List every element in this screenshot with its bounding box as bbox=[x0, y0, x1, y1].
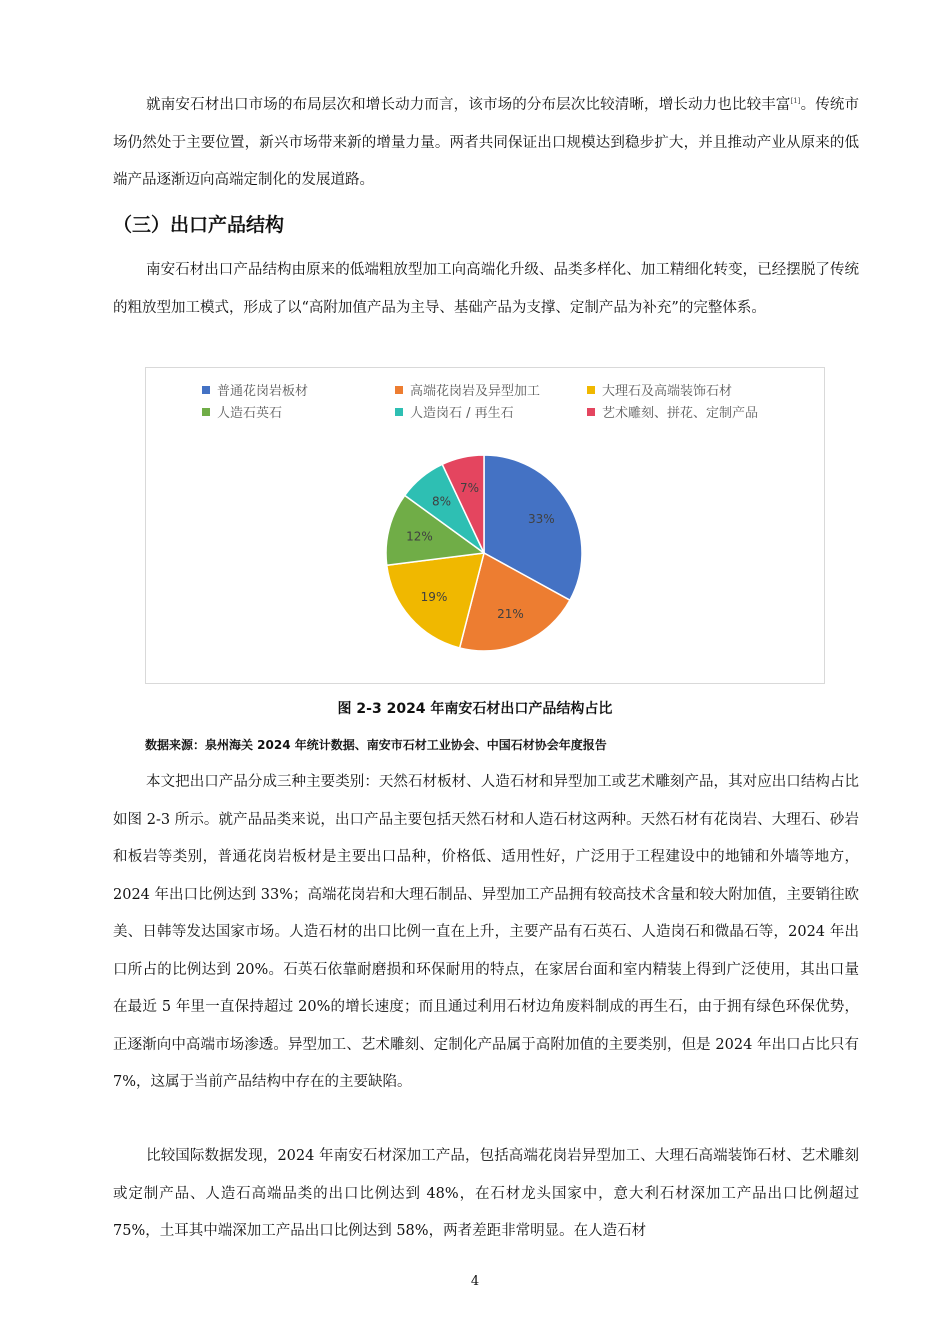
legend-label: 人造石英石 bbox=[217, 406, 283, 421]
slice-label-6: 7% bbox=[459, 480, 479, 495]
paragraph-international-comparison: 比较国际数据发现，2024 年南安石材深加工产品，包括高端花岗岩异型加工、大理石高端装饰石材、艺术雕刻或定制产品、人造石高端品类的出口比例达到 48%，在石材龙头国家中，意大利石材深加工产品出口比例超过 75%，土耳其中端深加工产品出口比例达到 58%，两者差距非常明显。在人造石材 bbox=[113, 1148, 859, 1239]
pie-chart bbox=[146, 368, 824, 683]
paragraph-product-structure: 南安石材出口产品结构由原来的低端粗放型加工向高端化升级、品类多样化、加工精细化转变，已经摆脱了传统的粗放型加工模式，形成了以“高附加值产品为主导、基础产品为支撑、定制产品为补充”的完整体系。 bbox=[113, 262, 859, 316]
section-heading: （三）出口产品结构 bbox=[113, 214, 285, 236]
slice-label-1: 33% bbox=[528, 512, 555, 527]
slice-label-3: 19% bbox=[420, 590, 448, 605]
legend-label: 大理石及高端装饰石材 bbox=[602, 384, 733, 399]
page-number: 4 bbox=[470, 1274, 480, 1289]
figure-source: 数据来源：泉州海关 2024 年统计数据、南安市石材工业协会、中国石材协会年度报告 bbox=[145, 738, 607, 752]
slice-label-4: 12% bbox=[406, 529, 433, 544]
pie-chart-container bbox=[145, 367, 825, 684]
legend-label: 人造岗石 / 再生石 bbox=[410, 406, 514, 421]
reference-marker[interactable]: [1] bbox=[790, 97, 801, 106]
legend-label: 普通花岗岩板材 bbox=[217, 384, 309, 399]
slice-label-5: 8% bbox=[431, 494, 452, 509]
legend-label: 艺术雕刻、拼花、定制产品 bbox=[602, 406, 759, 421]
figure-caption: 图 2-3 2024 年南安石材出口产品结构占比 bbox=[337, 701, 613, 717]
paragraph-categories: 本文把出口产品分成三种主要类别：天然石材板材、人造石材和异型加工或艺术雕刻产品，其对应出口结构占比如图 2-3 所示。就产品品类来说，出口产品主要包括天然石材和人造石材这两种。天然石材有花岗岩、大理石、砂岩和板岩等类别，普通花岗岩板材是主要出口品种，价格低、适用性好，广泛用于工程建设中的地铺和外墙等地方，2024 年出口比例达到 33%；高端花岗岩和大理石制品、异型加工产品拥有较高技术含量和较大附加值，主要销往欧美、日韩等发达国家市场。人造石材的出口比例一直在上升，主要产品有石英石、人造岗石和微晶石等，2024 年出口所占的比例达到 20%。石英石依靠耐磨损和环保耐用的特点，在家居台面和室内精装上得到广泛使用，其出口量在最近 5 年里一直保持超过 20%的增长速度；而且通过利用石材边角废料制成的再生石，由于拥有绿色环保优势，正逐渐向中高端市场渗透。异型加工、艺术雕刻、定制化产品属于高附加值的主要类别，但是 2024 年出口占比只有 7%，这属于当前产品结构中存在的主要缺陷。 bbox=[113, 774, 859, 1090]
paragraph-market-layout: 就南安石材出口市场的布局层次和增长动力而言，该市场的分布层次比较清晰，增长动力也比较丰富[1]。传统市场仍然处于主要位置，新兴市场带来新的增量力量。两者共同保证出口规模达到稳步扩大，并且推动产业从原来的低端产品逐渐迈向高端定制化的发展道路。 bbox=[113, 97, 859, 188]
slice-label-2: 21% bbox=[497, 607, 524, 622]
legend-label: 高端花岗岩及异型加工 bbox=[410, 384, 541, 399]
